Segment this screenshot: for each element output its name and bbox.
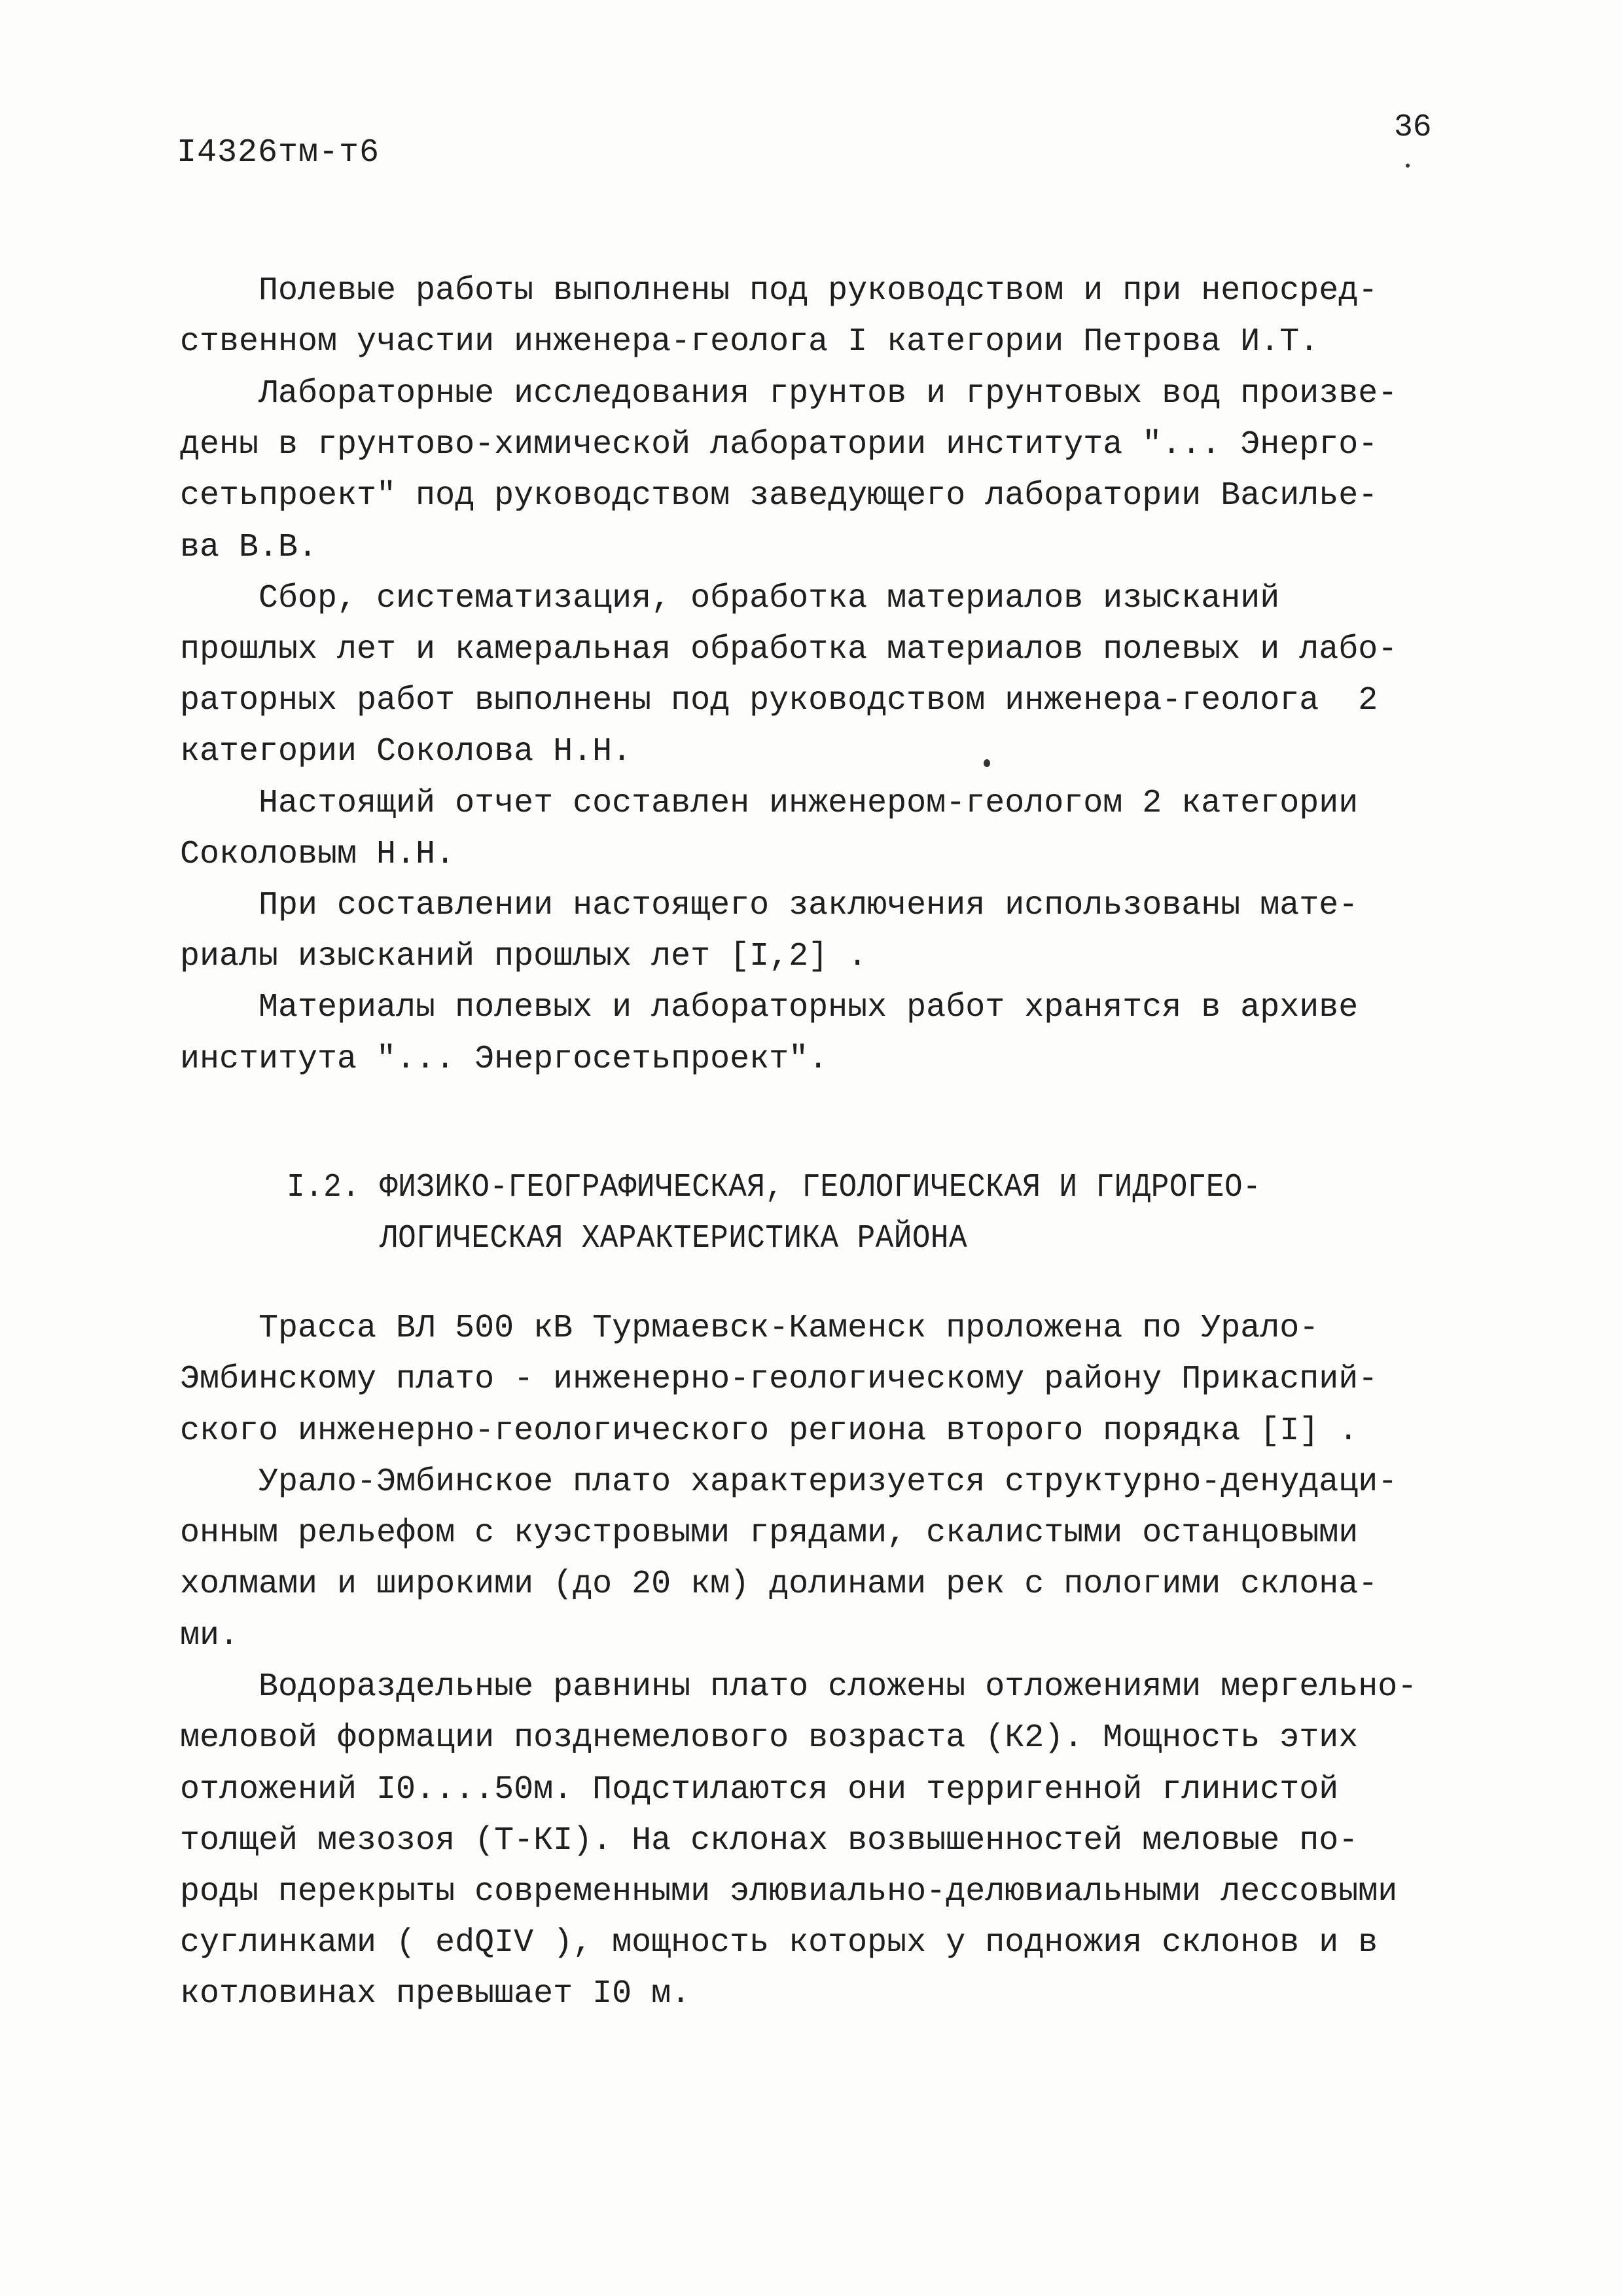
body-line: При составлении настоящего заключения использованы мате- (180, 887, 1359, 924)
body-line: раторных работ выполнены под руководством инженера-геолога 2 (180, 682, 1378, 719)
body-line: прошлых лет и камеральная обработка материалов полевых и лабо- (180, 631, 1398, 668)
body-line: Лабораторные исследования грунтов и грунтовых вод произве- (180, 375, 1398, 412)
body-line: категории Соколова Н.Н. (180, 733, 632, 770)
body-line: Сбор, систематизация, обработка материалов изысканий (180, 580, 1280, 617)
body-line: сетьпроект" под руководством заведующего лаборатории Василье- (180, 477, 1378, 514)
section-title: ЛОГИЧЕСКАЯ ХАРАКТЕРИСТИКА РАЙОНА (380, 1220, 968, 1257)
body-line: онным рельефом с куэстровыми грядами, скалистыми останцовыми (180, 1515, 1359, 1552)
body-line: риалы изысканий прошлых лет [I,2] . (180, 938, 868, 975)
body-line: суглинками ( edQIV ), мощность которых у подножия склонов и в (180, 1924, 1378, 1962)
body-line: Соколовым Н.Н. (180, 836, 455, 873)
body-line: дены в грунтово-химической лаборатории института "... Энерго- (180, 426, 1378, 463)
body-line: холмами и широкими (до 20 км) долинами рек с пологими склона- (180, 1566, 1378, 1603)
body-line: Урало-Эмбинское плато характеризуется структурно-денудаци- (180, 1463, 1398, 1501)
body-line: ственном участии инженера-геолога I категории Петрова И.Т. (180, 323, 1319, 361)
body-line: Материалы полевых и лабораторных работ хранятся в архиве (180, 989, 1359, 1026)
body-line: ского инженерно-геологического региона второго порядка [I] . (180, 1412, 1359, 1450)
section-title: ФИЗИКО-ГЕОГРАФИЧЕСКАЯ, ГЕОЛОГИЧЕСКАЯ И ГИДРОГЕО- (380, 1169, 1262, 1206)
body-line: Настоящий отчет составлен инженером-геологом 2 категории (180, 785, 1359, 822)
body-line: Эмбинскому плато - инженерно-геологическому району Прикаспий- (180, 1361, 1378, 1398)
body-line: котловинах превышает I0 м. (180, 1975, 691, 2013)
page-number: 36 (1394, 110, 1432, 145)
body-line: ва В.В. (180, 529, 318, 566)
body-line: роды перекрыты современными элювиально-делювиальными лессовыми (180, 1873, 1398, 1910)
body-line: ми. (180, 1617, 240, 1655)
document-code: I4326тм-т6 (177, 134, 380, 171)
body-line: Водораздельные равнины плато сложены отложениями мергельно- (180, 1668, 1418, 1706)
body-line: Полевые работы выполнены под руководством и при непосред- (180, 272, 1378, 310)
body-line: отложений I0....50м. Подстилаются они терригенной глинистой (180, 1771, 1339, 1808)
body-line: толщей мезозоя (Т-КI). На склонах возвышенностей меловые по- (180, 1822, 1359, 1859)
scan-speck (984, 759, 990, 767)
body-line: института "... Энергосетьпроект". (180, 1041, 829, 1078)
scan-speck (1406, 164, 1410, 168)
body-line: меловой формации позднемелового возраста (К2). Мощность этих (180, 1719, 1359, 1757)
body-line: Трасса ВЛ 500 кВ Турмаевск-Каменск проложена по Урало- (180, 1310, 1319, 1347)
section-number: I.2. (287, 1169, 361, 1206)
